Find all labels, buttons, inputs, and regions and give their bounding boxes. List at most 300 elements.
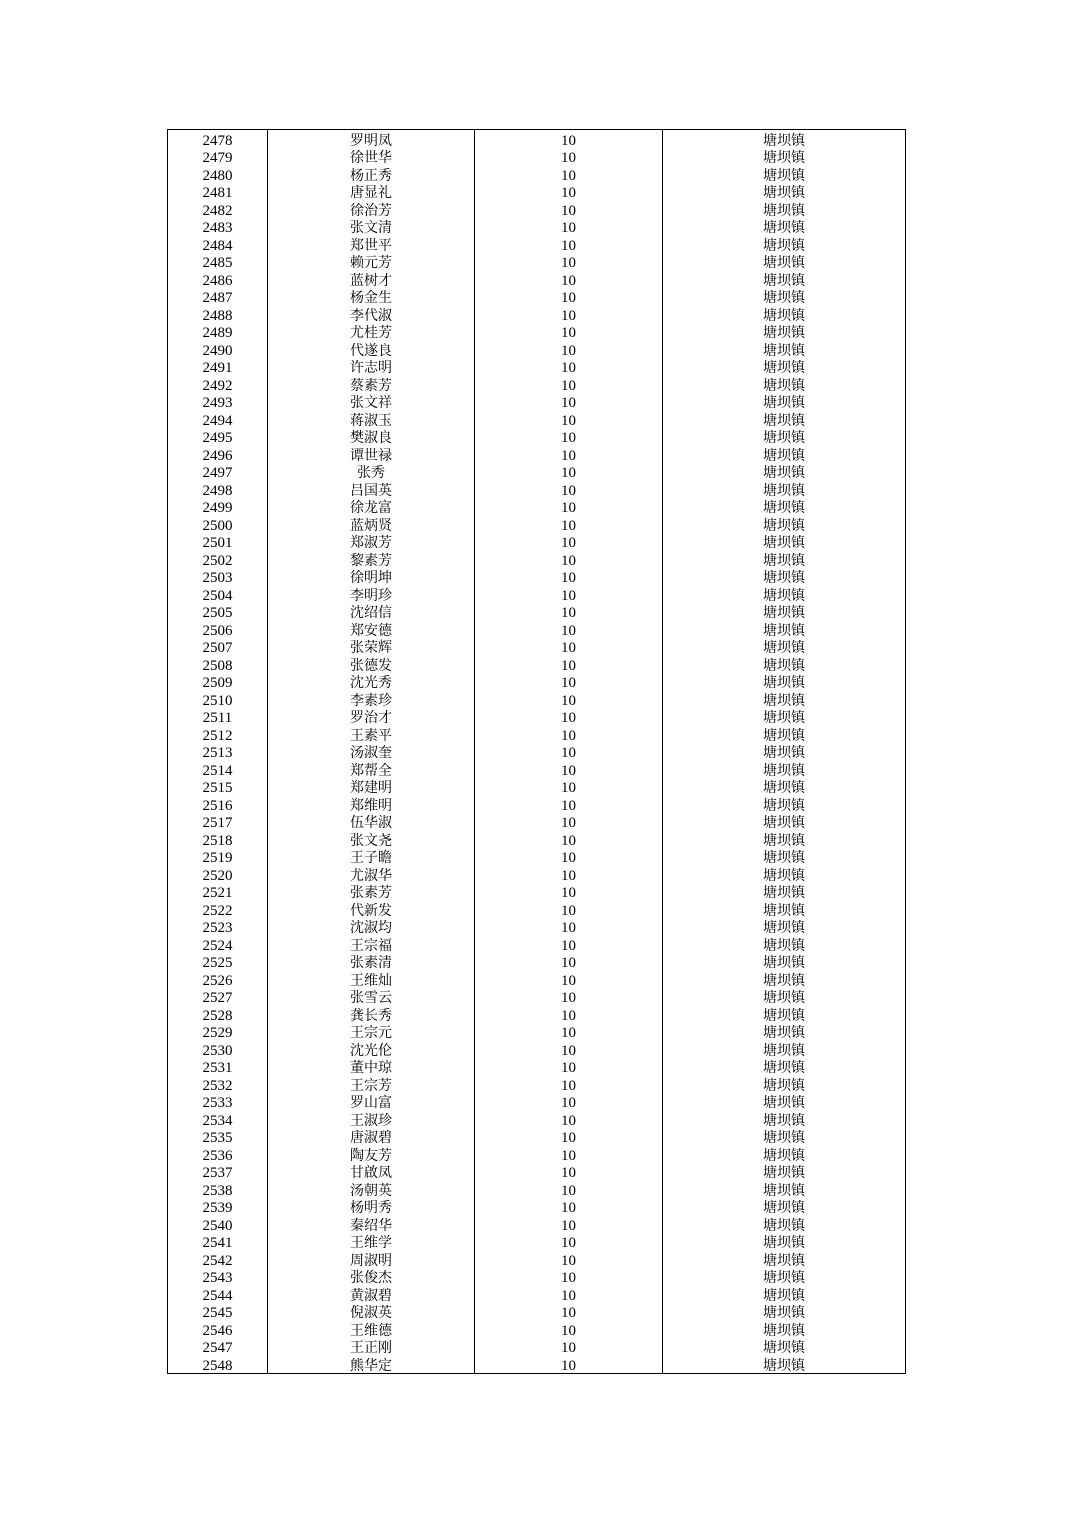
table-row — [168, 1215, 906, 1233]
row-number-cell: 2529 — [168, 1023, 268, 1041]
table-row — [168, 1040, 906, 1058]
table-row — [168, 1268, 906, 1286]
town-cell: 塘坝镇 — [663, 585, 906, 603]
table-row — [168, 865, 906, 883]
person-name-cell: 许志明 — [268, 358, 475, 376]
row-number-cell: 2510 — [168, 690, 268, 708]
amount-cell: 10 — [475, 375, 663, 393]
person-name-cell: 徐龙富 — [268, 498, 475, 516]
person-name-cell: 陶友芳 — [268, 1145, 475, 1163]
row-number-cell: 2493 — [168, 393, 268, 411]
person-name-cell: 龚长秀 — [268, 1005, 475, 1023]
town-cell: 塘坝镇 — [663, 848, 906, 866]
person-name-cell: 郑淑芳 — [268, 533, 475, 551]
table-row — [168, 918, 906, 936]
town-cell: 塘坝镇 — [663, 638, 906, 656]
amount-cell: 10 — [475, 288, 663, 306]
person-name-cell: 沈光秀 — [268, 673, 475, 691]
person-name-cell: 王素平 — [268, 725, 475, 743]
row-number-cell: 2491 — [168, 358, 268, 376]
table-row — [168, 393, 906, 411]
amount-cell: 10 — [475, 1338, 663, 1356]
person-name-cell: 李素珍 — [268, 690, 475, 708]
table-row — [168, 953, 906, 971]
town-cell: 塘坝镇 — [663, 218, 906, 236]
table-row — [168, 778, 906, 796]
amount-cell: 10 — [475, 918, 663, 936]
town-cell: 塘坝镇 — [663, 690, 906, 708]
table-row — [168, 1128, 906, 1146]
row-number-cell: 2478 — [168, 130, 268, 148]
table-row — [168, 323, 906, 341]
person-name-cell: 代遂良 — [268, 340, 475, 358]
table-row — [168, 1303, 906, 1321]
table-row — [168, 463, 906, 481]
table-row — [168, 795, 906, 813]
row-number-cell: 2543 — [168, 1268, 268, 1286]
roster-table — [167, 129, 906, 1374]
table-row — [168, 813, 906, 831]
town-cell: 塘坝镇 — [663, 603, 906, 621]
table-row — [168, 288, 906, 306]
person-name-cell: 熊华定 — [268, 1355, 475, 1373]
town-cell: 塘坝镇 — [663, 865, 906, 883]
town-cell: 塘坝镇 — [663, 533, 906, 551]
town-cell: 塘坝镇 — [663, 410, 906, 428]
amount-cell: 10 — [475, 673, 663, 691]
town-cell: 塘坝镇 — [663, 498, 906, 516]
row-number-cell: 2537 — [168, 1163, 268, 1181]
person-name-cell: 吕国英 — [268, 480, 475, 498]
person-name-cell: 伍华淑 — [268, 813, 475, 831]
town-cell: 塘坝镇 — [663, 480, 906, 498]
amount-cell: 10 — [475, 883, 663, 901]
table-row — [168, 1180, 906, 1198]
person-name-cell: 杨明秀 — [268, 1198, 475, 1216]
table-row — [168, 358, 906, 376]
person-name-cell: 罗明凤 — [268, 130, 475, 148]
town-cell: 塘坝镇 — [663, 883, 906, 901]
amount-cell: 10 — [475, 498, 663, 516]
table-row — [168, 130, 906, 148]
person-name-cell: 黎素芳 — [268, 550, 475, 568]
person-name-cell: 张德发 — [268, 655, 475, 673]
person-name-cell: 尤淑华 — [268, 865, 475, 883]
amount-cell: 10 — [475, 848, 663, 866]
amount-cell: 10 — [475, 1075, 663, 1093]
town-cell: 塘坝镇 — [663, 1198, 906, 1216]
row-number-cell: 2540 — [168, 1215, 268, 1233]
amount-cell: 10 — [475, 813, 663, 831]
row-number-cell: 2516 — [168, 795, 268, 813]
town-cell: 塘坝镇 — [663, 183, 906, 201]
town-cell: 塘坝镇 — [663, 708, 906, 726]
amount-cell: 10 — [475, 970, 663, 988]
town-cell: 塘坝镇 — [663, 988, 906, 1006]
person-name-cell: 蔡素芳 — [268, 375, 475, 393]
table-row — [168, 235, 906, 253]
town-cell: 塘坝镇 — [663, 1023, 906, 1041]
table-row — [168, 165, 906, 183]
row-number-cell: 2533 — [168, 1093, 268, 1111]
person-name-cell: 张荣辉 — [268, 638, 475, 656]
person-name-cell: 张文祥 — [268, 393, 475, 411]
table-row — [168, 550, 906, 568]
amount-cell: 10 — [475, 1093, 663, 1111]
amount-cell: 10 — [475, 1040, 663, 1058]
amount-cell: 10 — [475, 1058, 663, 1076]
amount-cell: 10 — [475, 620, 663, 638]
row-number-cell: 2547 — [168, 1338, 268, 1356]
table-row — [168, 200, 906, 218]
row-number-cell: 2498 — [168, 480, 268, 498]
person-name-cell: 郑世平 — [268, 235, 475, 253]
row-number-cell: 2515 — [168, 778, 268, 796]
person-name-cell: 代新发 — [268, 900, 475, 918]
person-name-cell: 谭世禄 — [268, 445, 475, 463]
town-cell: 塘坝镇 — [663, 288, 906, 306]
amount-cell: 10 — [475, 1110, 663, 1128]
town-cell: 塘坝镇 — [663, 270, 906, 288]
row-number-cell: 2530 — [168, 1040, 268, 1058]
town-cell: 塘坝镇 — [663, 1005, 906, 1023]
row-number-cell: 2509 — [168, 673, 268, 691]
person-name-cell: 郑安德 — [268, 620, 475, 638]
table-row — [168, 1005, 906, 1023]
amount-cell: 10 — [475, 130, 663, 148]
amount-cell: 10 — [475, 1268, 663, 1286]
row-number-cell: 2497 — [168, 463, 268, 481]
town-cell: 塘坝镇 — [663, 795, 906, 813]
row-number-cell: 2485 — [168, 253, 268, 271]
row-number-cell: 2524 — [168, 935, 268, 953]
person-name-cell: 沈光伦 — [268, 1040, 475, 1058]
person-name-cell: 倪淑英 — [268, 1303, 475, 1321]
amount-cell: 10 — [475, 1180, 663, 1198]
amount-cell: 10 — [475, 778, 663, 796]
amount-cell: 10 — [475, 1250, 663, 1268]
amount-cell: 10 — [475, 270, 663, 288]
town-cell: 塘坝镇 — [663, 1250, 906, 1268]
amount-cell: 10 — [475, 638, 663, 656]
person-name-cell: 董中琼 — [268, 1058, 475, 1076]
town-cell: 塘坝镇 — [663, 428, 906, 446]
table-row — [168, 375, 906, 393]
row-number-cell: 2538 — [168, 1180, 268, 1198]
person-name-cell: 郑帮全 — [268, 760, 475, 778]
row-number-cell: 2488 — [168, 305, 268, 323]
person-name-cell: 蓝炳贤 — [268, 515, 475, 533]
amount-cell: 10 — [475, 795, 663, 813]
town-cell: 塘坝镇 — [663, 515, 906, 533]
amount-cell: 10 — [475, 165, 663, 183]
amount-cell: 10 — [475, 1023, 663, 1041]
person-name-cell: 罗山富 — [268, 1093, 475, 1111]
amount-cell: 10 — [475, 953, 663, 971]
amount-cell: 10 — [475, 708, 663, 726]
row-number-cell: 2534 — [168, 1110, 268, 1128]
amount-cell: 10 — [475, 865, 663, 883]
town-cell: 塘坝镇 — [663, 1110, 906, 1128]
table-row — [168, 848, 906, 866]
row-number-cell: 2479 — [168, 148, 268, 166]
person-name-cell: 汤淑奎 — [268, 743, 475, 761]
row-number-cell: 2504 — [168, 585, 268, 603]
table-row — [168, 1023, 906, 1041]
town-cell: 塘坝镇 — [663, 1180, 906, 1198]
amount-cell: 10 — [475, 760, 663, 778]
town-cell: 塘坝镇 — [663, 1215, 906, 1233]
person-name-cell: 徐世华 — [268, 148, 475, 166]
town-cell: 塘坝镇 — [663, 725, 906, 743]
town-cell: 塘坝镇 — [663, 918, 906, 936]
table-row — [168, 533, 906, 551]
row-number-cell: 2486 — [168, 270, 268, 288]
person-name-cell: 王宗元 — [268, 1023, 475, 1041]
town-cell: 塘坝镇 — [663, 148, 906, 166]
amount-cell: 10 — [475, 235, 663, 253]
row-number-cell: 2536 — [168, 1145, 268, 1163]
amount-cell: 10 — [475, 393, 663, 411]
table-row — [168, 760, 906, 778]
person-name-cell: 甘啟凤 — [268, 1163, 475, 1181]
row-number-cell: 2512 — [168, 725, 268, 743]
row-number-cell: 2546 — [168, 1320, 268, 1338]
person-name-cell: 王正刚 — [268, 1338, 475, 1356]
town-cell: 塘坝镇 — [663, 1268, 906, 1286]
amount-cell: 10 — [475, 1198, 663, 1216]
row-number-cell: 2526 — [168, 970, 268, 988]
table-row — [168, 428, 906, 446]
amount-cell: 10 — [475, 515, 663, 533]
amount-cell: 10 — [475, 323, 663, 341]
person-name-cell: 张雪云 — [268, 988, 475, 1006]
table-row — [168, 603, 906, 621]
table-row — [168, 1338, 906, 1356]
person-name-cell: 张素芳 — [268, 883, 475, 901]
person-name-cell: 周淑明 — [268, 1250, 475, 1268]
row-number-cell: 2481 — [168, 183, 268, 201]
row-number-cell: 2531 — [168, 1058, 268, 1076]
table-row — [168, 568, 906, 586]
amount-cell: 10 — [475, 428, 663, 446]
table-row — [168, 725, 906, 743]
amount-cell: 10 — [475, 1005, 663, 1023]
row-number-cell: 2519 — [168, 848, 268, 866]
town-cell: 塘坝镇 — [663, 463, 906, 481]
town-cell: 塘坝镇 — [663, 130, 906, 148]
amount-cell: 10 — [475, 935, 663, 953]
amount-cell: 10 — [475, 1320, 663, 1338]
row-number-cell: 2494 — [168, 410, 268, 428]
amount-cell: 10 — [475, 253, 663, 271]
row-number-cell: 2523 — [168, 918, 268, 936]
row-number-cell: 2545 — [168, 1303, 268, 1321]
town-cell: 塘坝镇 — [663, 743, 906, 761]
row-number-cell: 2520 — [168, 865, 268, 883]
town-cell: 塘坝镇 — [663, 393, 906, 411]
person-name-cell: 王维灿 — [268, 970, 475, 988]
table-row — [168, 585, 906, 603]
table-row — [168, 935, 906, 953]
row-number-cell: 2521 — [168, 883, 268, 901]
row-number-cell: 2507 — [168, 638, 268, 656]
table-row — [168, 743, 906, 761]
amount-cell: 10 — [475, 480, 663, 498]
amount-cell: 10 — [475, 568, 663, 586]
row-number-cell: 2496 — [168, 445, 268, 463]
table-row — [168, 1285, 906, 1303]
row-number-cell: 2489 — [168, 323, 268, 341]
table-row — [168, 305, 906, 323]
amount-cell: 10 — [475, 533, 663, 551]
town-cell: 塘坝镇 — [663, 305, 906, 323]
person-name-cell: 王淑珍 — [268, 1110, 475, 1128]
amount-cell: 10 — [475, 988, 663, 1006]
row-number-cell: 2517 — [168, 813, 268, 831]
amount-cell: 10 — [475, 148, 663, 166]
town-cell: 塘坝镇 — [663, 200, 906, 218]
row-number-cell: 2499 — [168, 498, 268, 516]
row-number-cell: 2514 — [168, 760, 268, 778]
table-row — [168, 1198, 906, 1216]
town-cell: 塘坝镇 — [663, 165, 906, 183]
town-cell: 塘坝镇 — [663, 1128, 906, 1146]
amount-cell: 10 — [475, 463, 663, 481]
amount-cell: 10 — [475, 690, 663, 708]
town-cell: 塘坝镇 — [663, 935, 906, 953]
person-name-cell: 张素清 — [268, 953, 475, 971]
person-name-cell: 樊淑良 — [268, 428, 475, 446]
town-cell: 塘坝镇 — [663, 1320, 906, 1338]
person-name-cell: 唐淑碧 — [268, 1128, 475, 1146]
row-number-cell: 2500 — [168, 515, 268, 533]
row-number-cell: 2503 — [168, 568, 268, 586]
table-row — [168, 148, 906, 166]
town-cell: 塘坝镇 — [663, 568, 906, 586]
row-number-cell: 2495 — [168, 428, 268, 446]
table-row — [168, 340, 906, 358]
amount-cell: 10 — [475, 1233, 663, 1251]
row-number-cell: 2487 — [168, 288, 268, 306]
row-number-cell: 2501 — [168, 533, 268, 551]
amount-cell: 10 — [475, 1303, 663, 1321]
person-name-cell: 徐明坤 — [268, 568, 475, 586]
town-cell: 塘坝镇 — [663, 673, 906, 691]
row-number-cell: 2513 — [168, 743, 268, 761]
town-cell: 塘坝镇 — [663, 813, 906, 831]
amount-cell: 10 — [475, 1145, 663, 1163]
person-name-cell: 秦绍华 — [268, 1215, 475, 1233]
person-name-cell: 李代淑 — [268, 305, 475, 323]
amount-cell: 10 — [475, 200, 663, 218]
row-number-cell: 2548 — [168, 1355, 268, 1373]
person-name-cell: 尤桂芳 — [268, 323, 475, 341]
town-cell: 塘坝镇 — [663, 1075, 906, 1093]
person-name-cell: 王子瞻 — [268, 848, 475, 866]
table-row — [168, 1233, 906, 1251]
table-row — [168, 620, 906, 638]
table-row — [168, 1355, 906, 1373]
row-number-cell: 2539 — [168, 1198, 268, 1216]
town-cell: 塘坝镇 — [663, 620, 906, 638]
person-name-cell: 李明珍 — [268, 585, 475, 603]
row-number-cell: 2480 — [168, 165, 268, 183]
person-name-cell: 张秀 — [268, 463, 475, 481]
amount-cell: 10 — [475, 340, 663, 358]
town-cell: 塘坝镇 — [663, 445, 906, 463]
table-row — [168, 655, 906, 673]
town-cell: 塘坝镇 — [663, 1093, 906, 1111]
table-row — [168, 830, 906, 848]
row-number-cell: 2544 — [168, 1285, 268, 1303]
person-name-cell: 蒋淑玉 — [268, 410, 475, 428]
row-number-cell: 2511 — [168, 708, 268, 726]
row-number-cell: 2528 — [168, 1005, 268, 1023]
amount-cell: 10 — [475, 305, 663, 323]
person-name-cell: 汤朝英 — [268, 1180, 475, 1198]
row-number-cell: 2505 — [168, 603, 268, 621]
row-number-cell: 2508 — [168, 655, 268, 673]
person-name-cell: 沈淑均 — [268, 918, 475, 936]
table-row — [168, 1145, 906, 1163]
table-row — [168, 515, 906, 533]
amount-cell: 10 — [475, 410, 663, 428]
row-number-cell: 2541 — [168, 1233, 268, 1251]
row-number-cell: 2490 — [168, 340, 268, 358]
town-cell: 塘坝镇 — [663, 1303, 906, 1321]
table-row — [168, 970, 906, 988]
amount-cell: 10 — [475, 1215, 663, 1233]
row-number-cell: 2532 — [168, 1075, 268, 1093]
town-cell: 塘坝镇 — [663, 1233, 906, 1251]
person-name-cell: 郑建明 — [268, 778, 475, 796]
town-cell: 塘坝镇 — [663, 1145, 906, 1163]
town-cell: 塘坝镇 — [663, 830, 906, 848]
town-cell: 塘坝镇 — [663, 1058, 906, 1076]
town-cell: 塘坝镇 — [663, 358, 906, 376]
person-name-cell: 张文清 — [268, 218, 475, 236]
row-number-cell: 2506 — [168, 620, 268, 638]
row-number-cell: 2522 — [168, 900, 268, 918]
table-row — [168, 270, 906, 288]
amount-cell: 10 — [475, 900, 663, 918]
table-row — [168, 638, 906, 656]
amount-cell: 10 — [475, 1163, 663, 1181]
row-number-cell: 2492 — [168, 375, 268, 393]
town-cell: 塘坝镇 — [663, 1040, 906, 1058]
amount-cell: 10 — [475, 1355, 663, 1373]
table-row — [168, 900, 906, 918]
amount-cell: 10 — [475, 603, 663, 621]
amount-cell: 10 — [475, 585, 663, 603]
table-row — [168, 708, 906, 726]
amount-cell: 10 — [475, 1285, 663, 1303]
table-row — [168, 883, 906, 901]
person-name-cell: 杨金生 — [268, 288, 475, 306]
table-row — [168, 988, 906, 1006]
town-cell: 塘坝镇 — [663, 655, 906, 673]
person-name-cell: 黄淑碧 — [268, 1285, 475, 1303]
person-name-cell: 蓝树才 — [268, 270, 475, 288]
row-number-cell: 2483 — [168, 218, 268, 236]
table-row — [168, 183, 906, 201]
row-number-cell: 2484 — [168, 235, 268, 253]
amount-cell: 10 — [475, 218, 663, 236]
row-number-cell: 2482 — [168, 200, 268, 218]
table-row — [168, 410, 906, 428]
person-name-cell: 王维德 — [268, 1320, 475, 1338]
